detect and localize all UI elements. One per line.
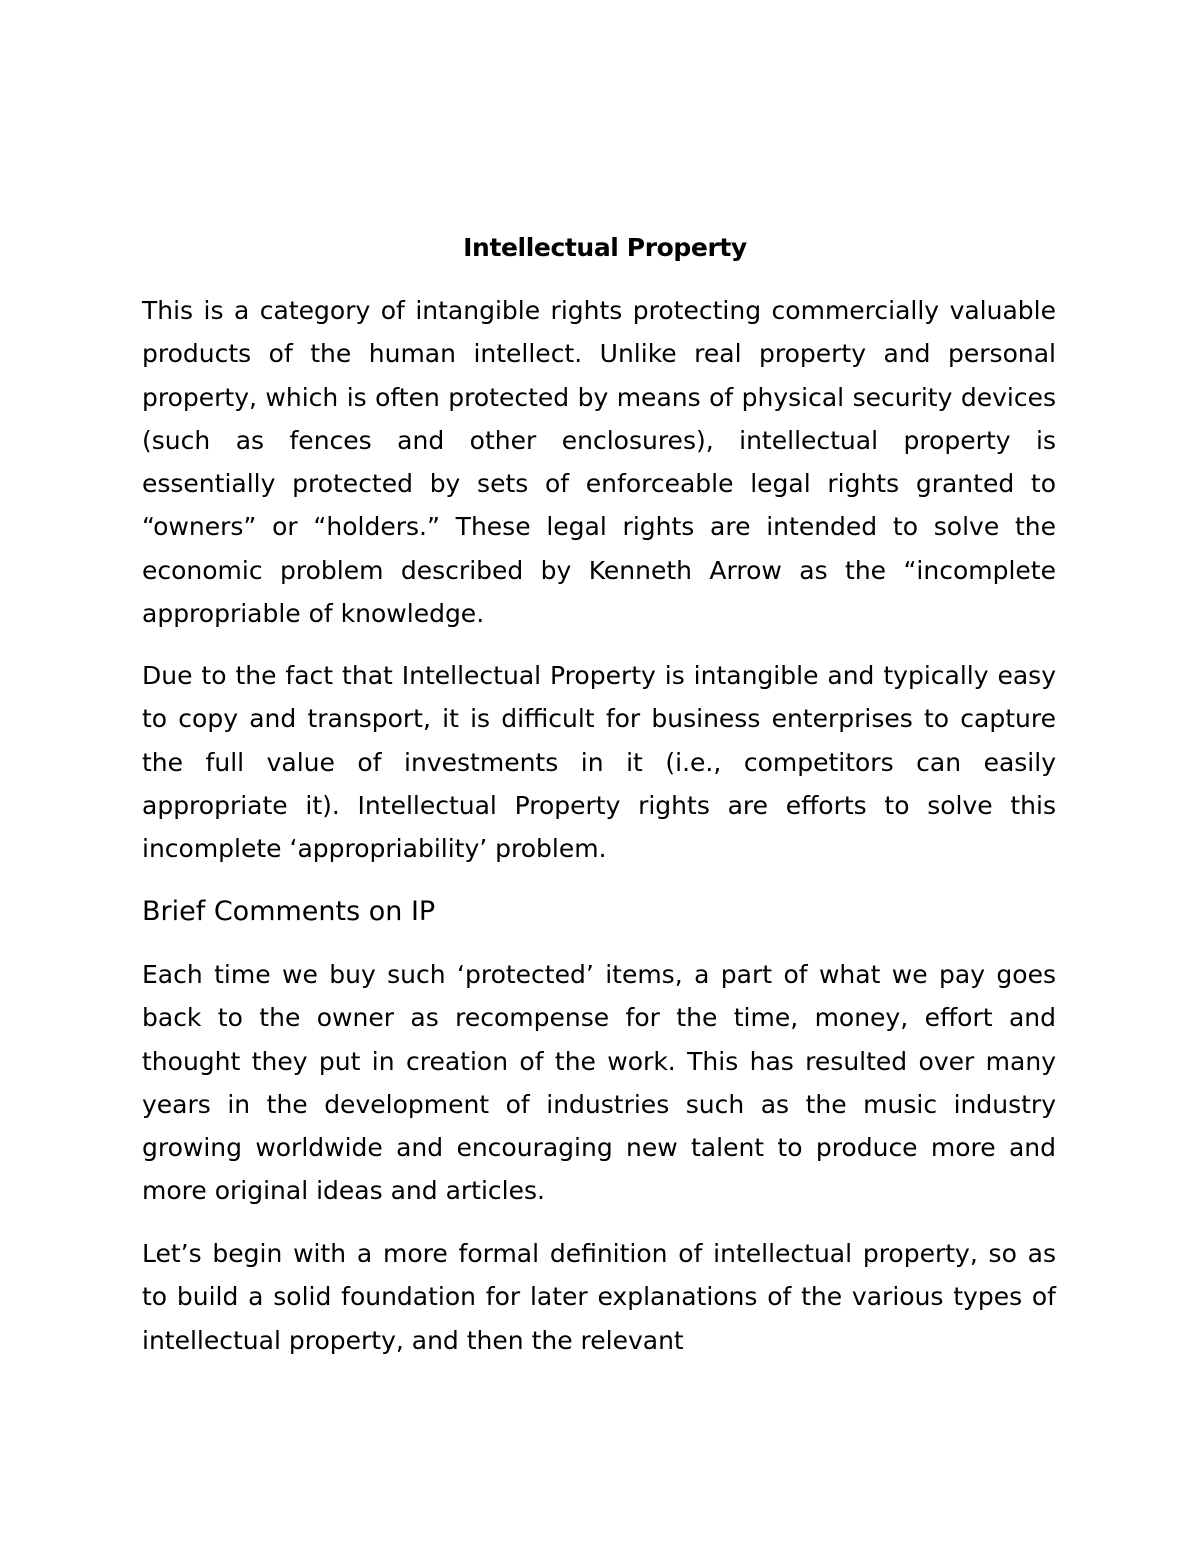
paragraph-brief-comments: Each time we buy such ‘protected’ items, a part of what we pay goes back to the owner as recompense for the time, money, effort and thought they put in creation of the work. This has resulted over many years in the development of industries such as the music industry growing worldwide and encouraging new talent to produce more and more original ideas and articles. [142,960,1056,1206]
section-heading: Brief Comments on IP [142,896,436,927]
paragraph-ip-definition: This is a category of intangible rights protecting commercially valuable products of the human intellect. Unlike real property and personal property, which is often protected by means of physical security devices (such as fences and other enclosures), intellectual property is essentially protected by sets of enforceable legal rights granted to “owners” or “holders.” These legal rights are intended to solve the economic problem described by Kenneth Arrow as the “incomplete appropriable of knowledge. [142,296,1056,629]
document-title: Intellectual Property [463,233,747,262]
paragraph-appropriability: Due to the fact that Intellectual Property is intangible and typically easy to copy and transport, it is difficult for business enterprises to capture the full value of investments in it (i.e., competitors can easily appropriate it). Intellectual Property rights are efforts to solve this incomplete ‘appropriability’ problem. [142,661,1056,864]
paragraph-formal-definition: Let’s begin with a more formal definition of intellectual property, so as to build a solid foundation for later explanations of the various types of intellectual property, and then the relevant [142,1239,1056,1355]
